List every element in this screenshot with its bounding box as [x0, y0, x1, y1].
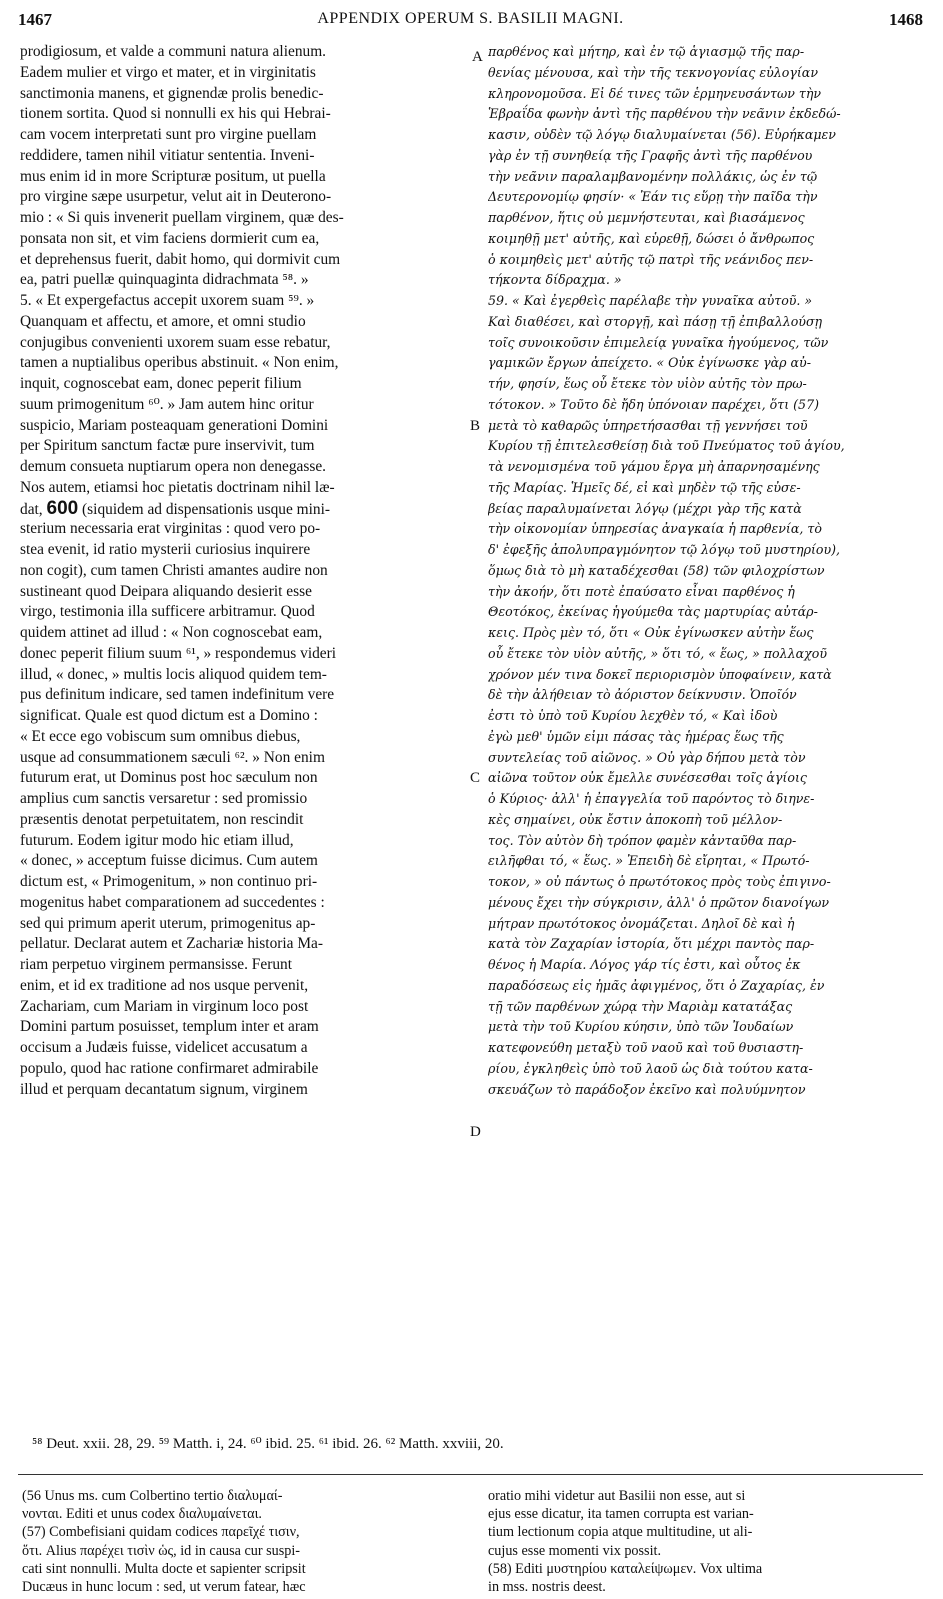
note-line: oratio mihi videtur aut Basilii non esse, aut si: [488, 1488, 746, 1504]
latin-text-line: « donec, » acceptum fuisse dicimus. Cum autem: [20, 852, 318, 870]
latin-text-line: enim, et id ex traditione ad nos usque pervenit,: [20, 976, 309, 994]
greek-text-line: κοιμηθῇ μετ' αὐτῆς, καὶ εὑρεθῇ, δώσει ὁ ἄνθρωπος: [488, 230, 815, 246]
greek-text-line: χρόνον μέν τινα δοκεῖ περιορισμὸν ὑποφαίνειν, κατὰ: [488, 666, 832, 682]
note-line: cujus esse momenti vix possit.: [488, 1542, 662, 1559]
greek-text-line: ἐγὼ μεθ' ὑμῶν εἰμι πάσας τὰς ἡμέρας ἕως τῆς: [488, 728, 784, 744]
greek-text-line: μήτραν πρωτότοκος ὀνομάζεται. Δηλοῖ δὲ καὶ ἡ: [488, 915, 795, 931]
greek-text-line: Καὶ διαθέσει, καὶ στοργῇ, καὶ πάσῃ τῇ ἐπιβαλλούσῃ: [488, 313, 823, 329]
greek-text-line: 59. « Καὶ ἐγερθεὶς παρέλαβε τὴν γυναῖκα αὐτοῦ. »: [488, 293, 813, 308]
latin-text-line: Zachariam, cum Mariam in virginum loco post: [20, 997, 309, 1015]
greek-text-line: ὁ Κύριος· ἀλλ' ἡ ἐπαγγελία τοῦ παρόντος τὸ διηνε-: [488, 791, 815, 806]
latin-text-line: illud et perquam decantatum signum, virginem: [20, 1080, 308, 1098]
latin-text-line: significat. Quale est quod dictum est a Domino :: [20, 707, 318, 724]
greek-text-line: δ' ἐφεξῆς ἀπολυπραγμόνητον τῷ λόγῳ τοῦ μυστηρίου),: [488, 542, 841, 557]
note-line: νονται. Editi et unus codex διαλυμαίνεται.: [22, 1506, 262, 1523]
latin-text-line: sustineant quod Deipara aliquando desierit esse: [20, 582, 312, 600]
latin-text-line: conjugibus convenienti uxorem suam esse rebatur,: [20, 333, 331, 351]
latin-text-line: virgo, testimonia illa sufficere arbitramur. Quod: [20, 603, 315, 621]
greek-text-line: Ἑβραΐδα φωνὴν ἀντὶ τῆς παρθένου τὴν νεᾶνιν ἐκδεδώ-: [488, 106, 841, 122]
greek-text-line: τὴν νεᾶνιν παραλαμβανομένην πολλάκις, ὡς ἐν τῷ: [488, 168, 818, 184]
latin-text-line: et deprehensus fuerit, dabit homo, qui dormivit cum: [20, 250, 341, 268]
greek-text-line: κασιν, οὐδὲν τῷ λόγῳ διαλυμαίνεται (56). Εὑρήκαμεν: [488, 127, 836, 142]
latin-text-line: cam vocem interpretati sunt pro virgine puellam: [20, 126, 317, 143]
greek-text-line: τοκον, » οὐ πάντως ὁ πρωτότοκος πρὸς τοὺς ἐπιγινο-: [488, 874, 831, 889]
note-line: ὅτι. Alius παρέχει τισὶν ὡς, id in causa cur suspi-: [22, 1542, 301, 1559]
greek-text-line: σκευάζων τὸ παράδοξον ἐκεῖνο καὶ πολυύμνητον: [488, 1081, 806, 1097]
greek-column: [488, 42, 924, 1100]
margin-letter-b: B: [470, 418, 481, 434]
greek-text-line: παρθένον, ἥτις οὐ μεμνήστευται, καὶ βιασάμενος: [488, 210, 805, 225]
latin-text-line: non cogit), cum tamen Christi amantes audire non: [20, 561, 328, 579]
latin-text-line: pus definitum indicare, sed tamen indefinitum vere: [20, 686, 335, 704]
greek-text-line: ὁ κοιμηθεὶς μετ' αὐτῆς τῷ πατρὶ τῆς νεάνιδος πεν-: [488, 251, 814, 267]
latin-text-line: Quanquam et affectu, et amore, et omni studio: [20, 312, 306, 330]
latin-text-line: per Spiritum sanctum factæ pure inservivit, tum: [20, 437, 315, 455]
note-line: in mss. nostris deest.: [488, 1579, 606, 1596]
latin-text-line: dat, 600 (siquidem ad dispensationis usque mini-: [20, 498, 330, 519]
latin-text-line: occisum a Judæis fuisse, videlicet accusatum a: [20, 1039, 308, 1056]
greek-text-line: κατεφονεύθη μεταξὺ τοῦ ναοῦ καὶ τοῦ θυσιαστη-: [488, 1040, 804, 1055]
greek-text-line: Κυρίου τῇ ἐπιτελεσθείσῃ διὰ τοῦ Πνεύματος τοῦ ἁγίου,: [488, 438, 845, 454]
footnote-divider: [18, 1474, 923, 1475]
page-header: [18, 10, 923, 36]
latin-text-line: mio : « Si quis invenerit puellam virginem, quæ des-: [20, 209, 344, 226]
greek-text-line: κὲς σημαίνει, οὐκ ἔστιν ἀποκοπὴ τοῦ μέλλον-: [488, 811, 783, 827]
note-line: cati sint nonnulli. Multa docte et sapienter scripsit: [22, 1560, 306, 1577]
note-line: tium lectionum copia atque multitudine, ut ali-: [488, 1524, 753, 1541]
greek-text-line: κεις. Πρὸς μὲν τό, ὅτι « Οὐκ ἐγίνωσκεν αὐτὴν ἕως: [488, 625, 814, 640]
latin-text-line: Eadem mulier et virgo et mater, et in virginitatis: [20, 63, 316, 81]
greek-text-line: μετὰ τὴν τοῦ Κυρίου κύησιν, ὑπὸ τῶν Ἰουδαίων: [488, 1019, 794, 1035]
latin-text-line: tionem sortita. Quod si nonnulli ex his qui Hebrai-: [20, 105, 331, 123]
greek-text-line: τὰ νενομισμένα τοῦ γάμου ἔργα μὴ ἀπαρνησαμένης: [488, 459, 820, 474]
latin-text-line: Domini partum posuisset, templum inter et aram: [20, 1018, 319, 1036]
scripture-references: ⁵⁸ Deut. xxii. 28, 29. ⁵⁹ Matth. i, 24. ⁶⁰ ibid. 25. ⁶¹ ibid. 26. ⁶² Matth. xxviii, 20.: [32, 1436, 504, 1452]
greek-text-line: ἐστι τὸ ὑπὸ τοῦ Κυρίου λεχθὲν τό, « Καὶ ἰδοὺ: [488, 708, 778, 723]
greek-text-line: οὗ ἔτεκε τὸν υἱὸν αὐτῆς, » ὅτι τό, « ἕως, » πολλαχοῦ: [488, 645, 827, 661]
latin-text-line: præsentis denotat perpetuitatem, non rescindit: [20, 810, 304, 828]
greek-text-line: συντελείας τοῦ αἰῶνος. » Οὐ γὰρ δήπου μετὰ τὸν: [488, 749, 806, 765]
greek-text-line: κληρονομοῦσα. Εἰ δέ τινες τῶν ἑρμηνευσάντων τὴν: [488, 85, 822, 101]
greek-text-line: τότοκον. » Τοῦτο δὲ ἤδη ὑπόνοιαν παρέχει, ὅτι (57): [488, 396, 819, 412]
latin-text-line: pellatur. Declarat autem et Zachariæ historia Ma-: [20, 935, 323, 953]
greek-text-line: τήν, φησίν, ἕως οὗ ἔτεκε τὸν υἱὸν αὐτῆς τὸν πρω-: [488, 376, 807, 391]
page-number-right: 1468: [889, 10, 923, 29]
latin-text-line: riam perpetuo virginem permansisse. Ferunt: [20, 956, 292, 973]
notes-left-column: [22, 1487, 470, 1596]
greek-text-line: κατὰ τὸν Ζαχαρίαν ἱστορία, ὅτι μέχρι παντὸς παρ-: [488, 936, 815, 952]
latin-text-line: futurum. Eodem igitur modo hic etiam illud,: [20, 831, 294, 849]
latin-column: [20, 42, 472, 1100]
page-number-left: 1467: [18, 10, 52, 29]
greek-text-line: ρίου, ἐγκληθεὶς ὑπὸ τοῦ λαοῦ ὡς διὰ τούτου κατα-: [488, 1060, 813, 1076]
greek-text-line: δὲ τὴν ἀλήθειαν τὸ ἀόριστον δείκνυσιν. Ὁποῖόν: [488, 687, 797, 703]
greek-text-line: τῇ τῶν παρθένων χώρᾳ τὴν Μαριὰμ κατατάξας: [488, 998, 793, 1014]
latin-text-line: stea evenit, id ratio mysterii curiosius inquirere: [20, 541, 311, 558]
margin-letter-a: A: [472, 49, 483, 65]
latin-text-line: donec peperit filium suum ⁶¹, » respondemus videri: [20, 644, 337, 662]
note-line: Ducæus in hunc locum : sed, ut verum fatear, hæc: [22, 1579, 306, 1596]
greek-text-line: τὴν ἀκοήν, ὅτι ποτὲ ἐπαύσατο εἶναι παρθένος ἡ: [488, 583, 795, 599]
greek-text-line: Θεοτόκος, ἐκείνας ἡγούμεθα τὰς μαρτυρίας αὐτάρ-: [488, 604, 818, 620]
latin-text-line: illud, « donec, » multis locis aliquod quidem tem-: [20, 665, 327, 683]
latin-text-line: sed qui primum aperit uterum, primogenitus ap-: [20, 914, 316, 932]
latin-text-line: dictum est, « Primogenitum, » non continuo pri-: [20, 873, 318, 890]
latin-text-line: prodigiosum, et valde a communi natura alienum.: [20, 43, 327, 60]
greek-text-line: αἰῶνα τοῦτον οὐκ ἔμελλε συνέσεσθαι τοῖς ἁγίοις: [488, 770, 807, 786]
running-title: APPENDIX OPERUM S. BASILII MAGNI.: [317, 10, 624, 27]
greek-text-line: μετὰ τὸ καθαρῶς ὑπηρετήσασθαι τῇ γεννήσει τοῦ: [488, 417, 808, 433]
greek-text-line: τῆς Μαρίας. Ἡμεῖς δέ, εἰ καὶ μηδὲν τῷ τῆς εὐσε-: [488, 479, 801, 495]
latin-text-line: demum consueta nuptiarum opera non denegasse.: [20, 458, 327, 475]
latin-text-line: ponsata non sit, et vim faciens dormierit cum ea,: [20, 229, 320, 247]
note-line: (58) Editi μυστηρίου καταλείψωμεν. Vox ultima: [488, 1560, 763, 1577]
latin-text-line: mus enim id in more Scripturæ positum, ut puella: [20, 167, 326, 185]
latin-text-line: 5. « Et expergefactus accepit uxorem suam ⁵⁹. »: [20, 292, 315, 309]
note-line: (56 Unus ms. cum Colbertino tertio διαλυμαί-: [22, 1488, 283, 1504]
note-line: ejus esse dicatur, ita tamen corrupta est varian-: [488, 1506, 754, 1523]
greek-text-line: γαμικῶν ἔργων ἀπείχετο. « Οὐκ ἐγίνωσκε γὰρ αὐ-: [488, 355, 811, 371]
latin-text-line: sterium necessaria erat virginitas : quod vero po-: [20, 520, 321, 538]
latin-text-line: « Et ecce ego vobiscum sum omnibus diebus,: [20, 727, 301, 745]
greek-text-line: παραδόσεως εἰς ἡμᾶς ἀφιγμένος, ὅτι ὁ Ζαχαρίας, ἐν: [488, 977, 825, 993]
latin-text-line: sanctimonia manens, et gignendæ prolis benedic-: [20, 84, 324, 102]
latin-text-line: futurum erat, ut Dominus post hoc sæculum non: [20, 769, 318, 787]
greek-text-line: Δευτερονομίῳ φησίν· « Ἐάν τις εὕρῃ τὴν παῖδα τὴν: [488, 189, 818, 205]
note-line: (57) Combefisiani quidam codices παρεῖχέ τισιν,: [22, 1524, 300, 1541]
latin-text-line: ea, patri puellæ quinquaginta didrachmata ⁵⁸. »: [20, 271, 309, 289]
greek-text-line: βείας παραλυμαίνεται λόγῳ (μέχρι γὰρ τῆς κατὰ: [488, 500, 802, 516]
latin-text-line: pro virgine sæpe usurpetur, velut ait in Deuterono-: [20, 188, 332, 206]
notes-right-column: [488, 1487, 924, 1596]
greek-text-line: τὴν οἰκονομίαν ὑπηρεσίας ἀναγκαία ἡ παρθενία, τὸ: [488, 521, 822, 537]
latin-text-line: usque ad consummationem sæculi ⁶². » Non enim: [20, 748, 325, 766]
greek-text-line: ὅμως διὰ τὸ μὴ καταδέχεσθαι (58) τῶν φιλοχρίστων: [488, 562, 825, 578]
greek-text-line: ειλῆφθαι τό, « ἕως. » Ἐπειδὴ δὲ εἴρηται, « Πρωτό-: [488, 853, 810, 869]
greek-text-line: τος. Τὸν αὐτὸν δὴ τρόπον φαμὲν κἀνταῦθα παρ-: [488, 832, 797, 848]
greek-text-line: γὰρ ἐν τῇ συνηθείᾳ τῆς Γραφῆς ἀντὶ τῆς παρθένου: [488, 147, 813, 163]
latin-text-line: mogenitus habet comparationem ad succedentes :: [20, 893, 325, 911]
greek-text-line: μένους ἔχει τὴν σύγκρισιν, ἀλλ' ὁ πρῶτον διανοίγων: [488, 894, 830, 910]
greek-text-line: τήκοντα δίδραχμα. »: [488, 272, 622, 288]
latin-text-line: inquit, cognoscebat eam, donec peperit filium: [20, 375, 302, 392]
margin-letter-d: D: [470, 1124, 481, 1140]
latin-text-line: quidem attinet ad illud : « Non cognoscebat eam,: [20, 624, 323, 641]
latin-text-line: tamen a nuptialibus operibus abstinuit. « Non enim,: [20, 354, 339, 372]
latin-text-line: Nos autem, etiamsi hoc pietatis doctrinam nihil læ-: [20, 478, 335, 496]
latin-text-line: reddidere, tamen nihil vitiatur sententia. Inveni-: [20, 146, 315, 164]
page-marker: 600: [46, 498, 79, 519]
greek-text-line: παρθένος καὶ μήτηρ, καὶ ἐν τῷ ἁγιασμῷ τῆς παρ-: [488, 44, 805, 59]
latin-text-line: populo, quod hac ratione confirmaret admirabile: [20, 1059, 319, 1077]
latin-text-line: suspicio, Mariam posteaquam generationi Domini: [20, 416, 329, 434]
latin-text-line: suum primogenitum ⁶⁰. » Jam autem hinc oritur: [20, 395, 314, 413]
greek-text-line: τοῖς συνοικοῦσιν ἐπιμελείᾳ γυναῖκα ἡγούμενος, τῶν: [488, 334, 829, 350]
greek-text-line: θενίας μένουσα, καὶ τὴν τῆς τεκνογονίας εὐλογίαν: [488, 64, 818, 80]
greek-text-line: θένος ἡ Μαρία. Λόγος γάρ τίς ἐστι, καὶ οὗτος ἐκ: [488, 957, 801, 972]
latin-text-line: amplius cum sanctis versaretur : sed promissio: [20, 790, 308, 807]
margin-letter-c: C: [470, 770, 481, 786]
